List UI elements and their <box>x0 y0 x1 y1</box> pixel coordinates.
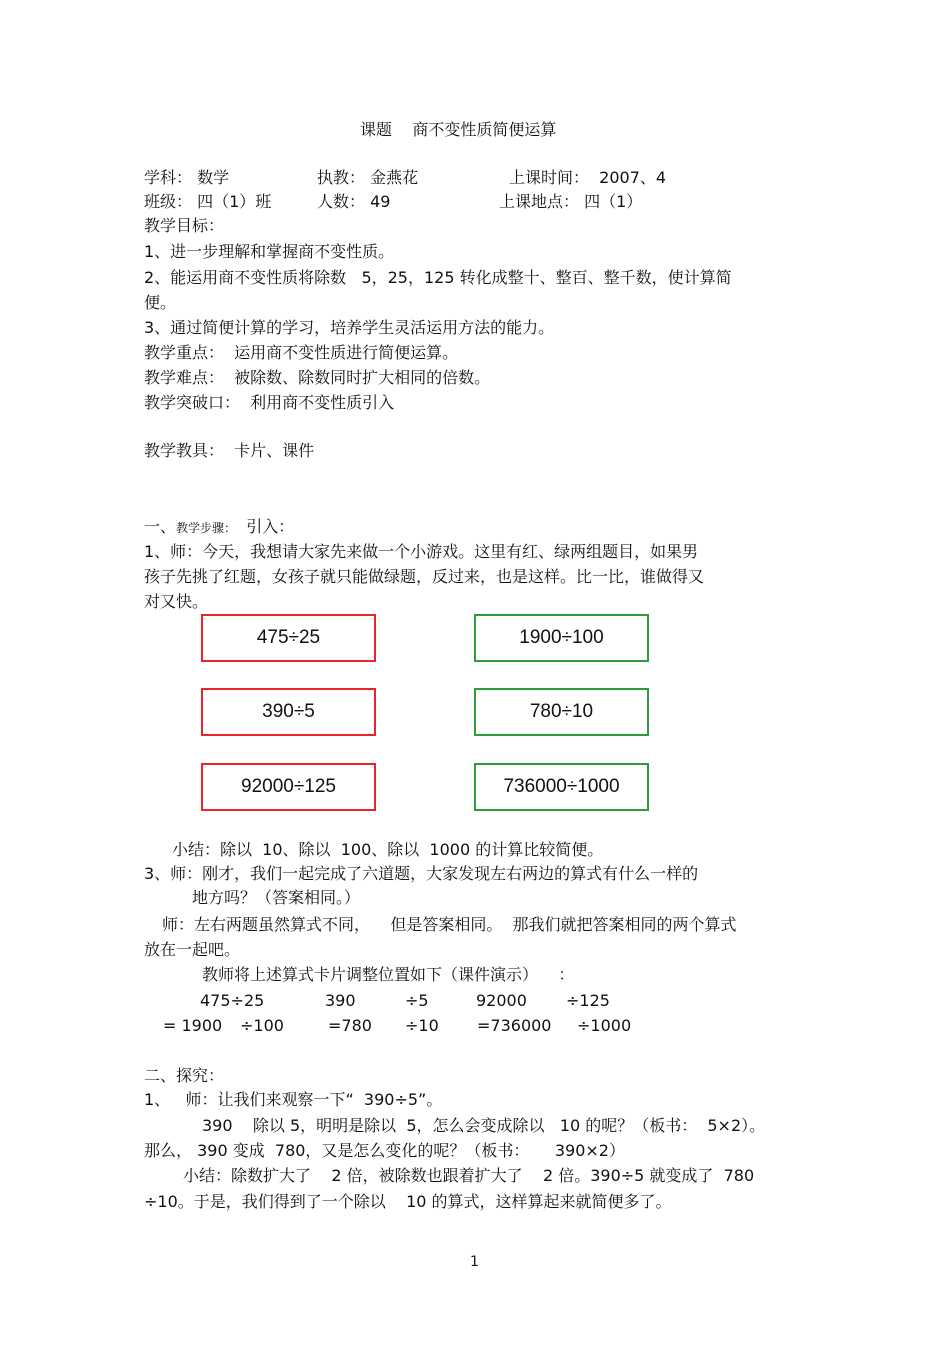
explore-line5: ÷10。于是，我们得到了一个除以 10 的算式，这样算起来就简便多了。 <box>144 1192 672 1211</box>
eq-r2-a: = 1900 <box>163 1016 223 1035</box>
steps-suffix: 引入： <box>236 517 295 536</box>
step3-line2: 地方吗？（答案相同。） <box>192 888 361 907</box>
steps-heading <box>144 517 294 538</box>
class-label: 班级： 四（1）班 <box>144 192 272 211</box>
step1-line2: 孩子先挑了红题，女孩子就只能做绿题，反过来，也是这样。比一比，谁做得又 <box>144 567 705 586</box>
eq-r2-d: ÷10 <box>405 1016 439 1035</box>
goal-2: 2、能运用商不变性质将除数 5，25，125 转化成整十、整百、整千数，使计算简 <box>144 268 732 287</box>
difficulty-point: 教学难点： 被除数、除数同时扩大相同的倍数。 <box>144 368 491 387</box>
teacher-label: 执教： 金燕花 <box>317 168 419 187</box>
green-card-3: 736000÷1000 <box>474 763 649 811</box>
step1-line1: 1、师：今天，我想请大家先来做一个小游戏。这里有红、绿两组题目，如果男 <box>144 542 699 561</box>
explore-line3: 那么， 390 变成 780，又是怎么变化的呢？（板书： 390×2） <box>144 1141 625 1160</box>
green-card-1: 1900÷100 <box>474 614 649 662</box>
explore-line4: 小结：除数扩大了 2 倍，被除数也跟着扩大了 2 倍。390÷5 就变成了 780 <box>183 1166 755 1185</box>
demo-note: 教师将上述算式卡片调整位置如下（课件演示） ： <box>202 965 575 984</box>
explore-heading: 二、探究： <box>144 1066 225 1085</box>
explore-line2: 390 除以 5，明明是除以 5，怎么会变成除以 10 的呢？（板书： 5×2）。 <box>202 1116 766 1135</box>
steps-prefix: 一、 <box>144 517 177 536</box>
step3-line1: 3、师：刚才，我们一起完成了六道题，大家发现左右两边的算式有什么一样的 <box>144 864 699 883</box>
green-card-2: 780÷10 <box>474 688 649 736</box>
teacher-line1: 师：左右两题虽然算式不同， 但是答案相同。 那我们就把答案相同的两个算式 <box>162 915 737 934</box>
page-number: 1 <box>470 1254 479 1270</box>
eq-r1-d: 92000 <box>476 991 527 1010</box>
key-point: 教学重点： 运用商不变性质进行简便运算。 <box>144 343 459 362</box>
teacher-line2: 放在一起吧。 <box>144 940 241 959</box>
summary-1: 小结：除以 10、除以 100、除以 1000 的计算比较简便。 <box>172 840 604 859</box>
subject-label: 学科： 数学 <box>144 168 230 187</box>
goal-1: 1、进一步理解和掌握商不变性质。 <box>144 242 395 261</box>
goal-3: 3、通过简便计算的学习，培养学生灵活运用方法的能力。 <box>144 318 555 337</box>
lesson-title: 课题 商不变性质简便运算 <box>360 120 557 139</box>
breakthrough-point: 教学突破口： 利用商不变性质引入 <box>144 393 395 412</box>
eq-r1-a: 475÷25 <box>200 991 265 1010</box>
time-label: 上课时间： 2007、4 <box>509 168 667 187</box>
red-card-1: 475÷25 <box>201 614 376 662</box>
eq-r2-c: =780 <box>328 1016 372 1035</box>
eq-r1-b: 390 <box>325 991 356 1010</box>
step1-line3: 对又快。 <box>144 592 209 611</box>
eq-r2-f: ÷1000 <box>577 1016 632 1035</box>
goal-2-cont: 便。 <box>144 293 177 312</box>
steps-label: 教学步骤： <box>176 521 237 535</box>
eq-r1-e: ÷125 <box>566 991 610 1010</box>
eq-r1-c: ÷5 <box>405 991 429 1010</box>
eq-r2-e: =736000 <box>477 1016 552 1035</box>
eq-r2-b: ÷100 <box>240 1016 284 1035</box>
red-card-3: 92000÷125 <box>201 763 376 811</box>
teaching-tools: 教学教具： 卡片、课件 <box>144 441 315 460</box>
explore-line1: 1、 师：让我们来观察一下“ 390÷5”。 <box>144 1090 443 1109</box>
place-label: 上课地点： 四（1） <box>499 192 643 211</box>
count-label: 人数： 49 <box>317 192 391 211</box>
goals-heading: 教学目标： <box>144 216 225 235</box>
red-card-2: 390÷5 <box>201 688 376 736</box>
